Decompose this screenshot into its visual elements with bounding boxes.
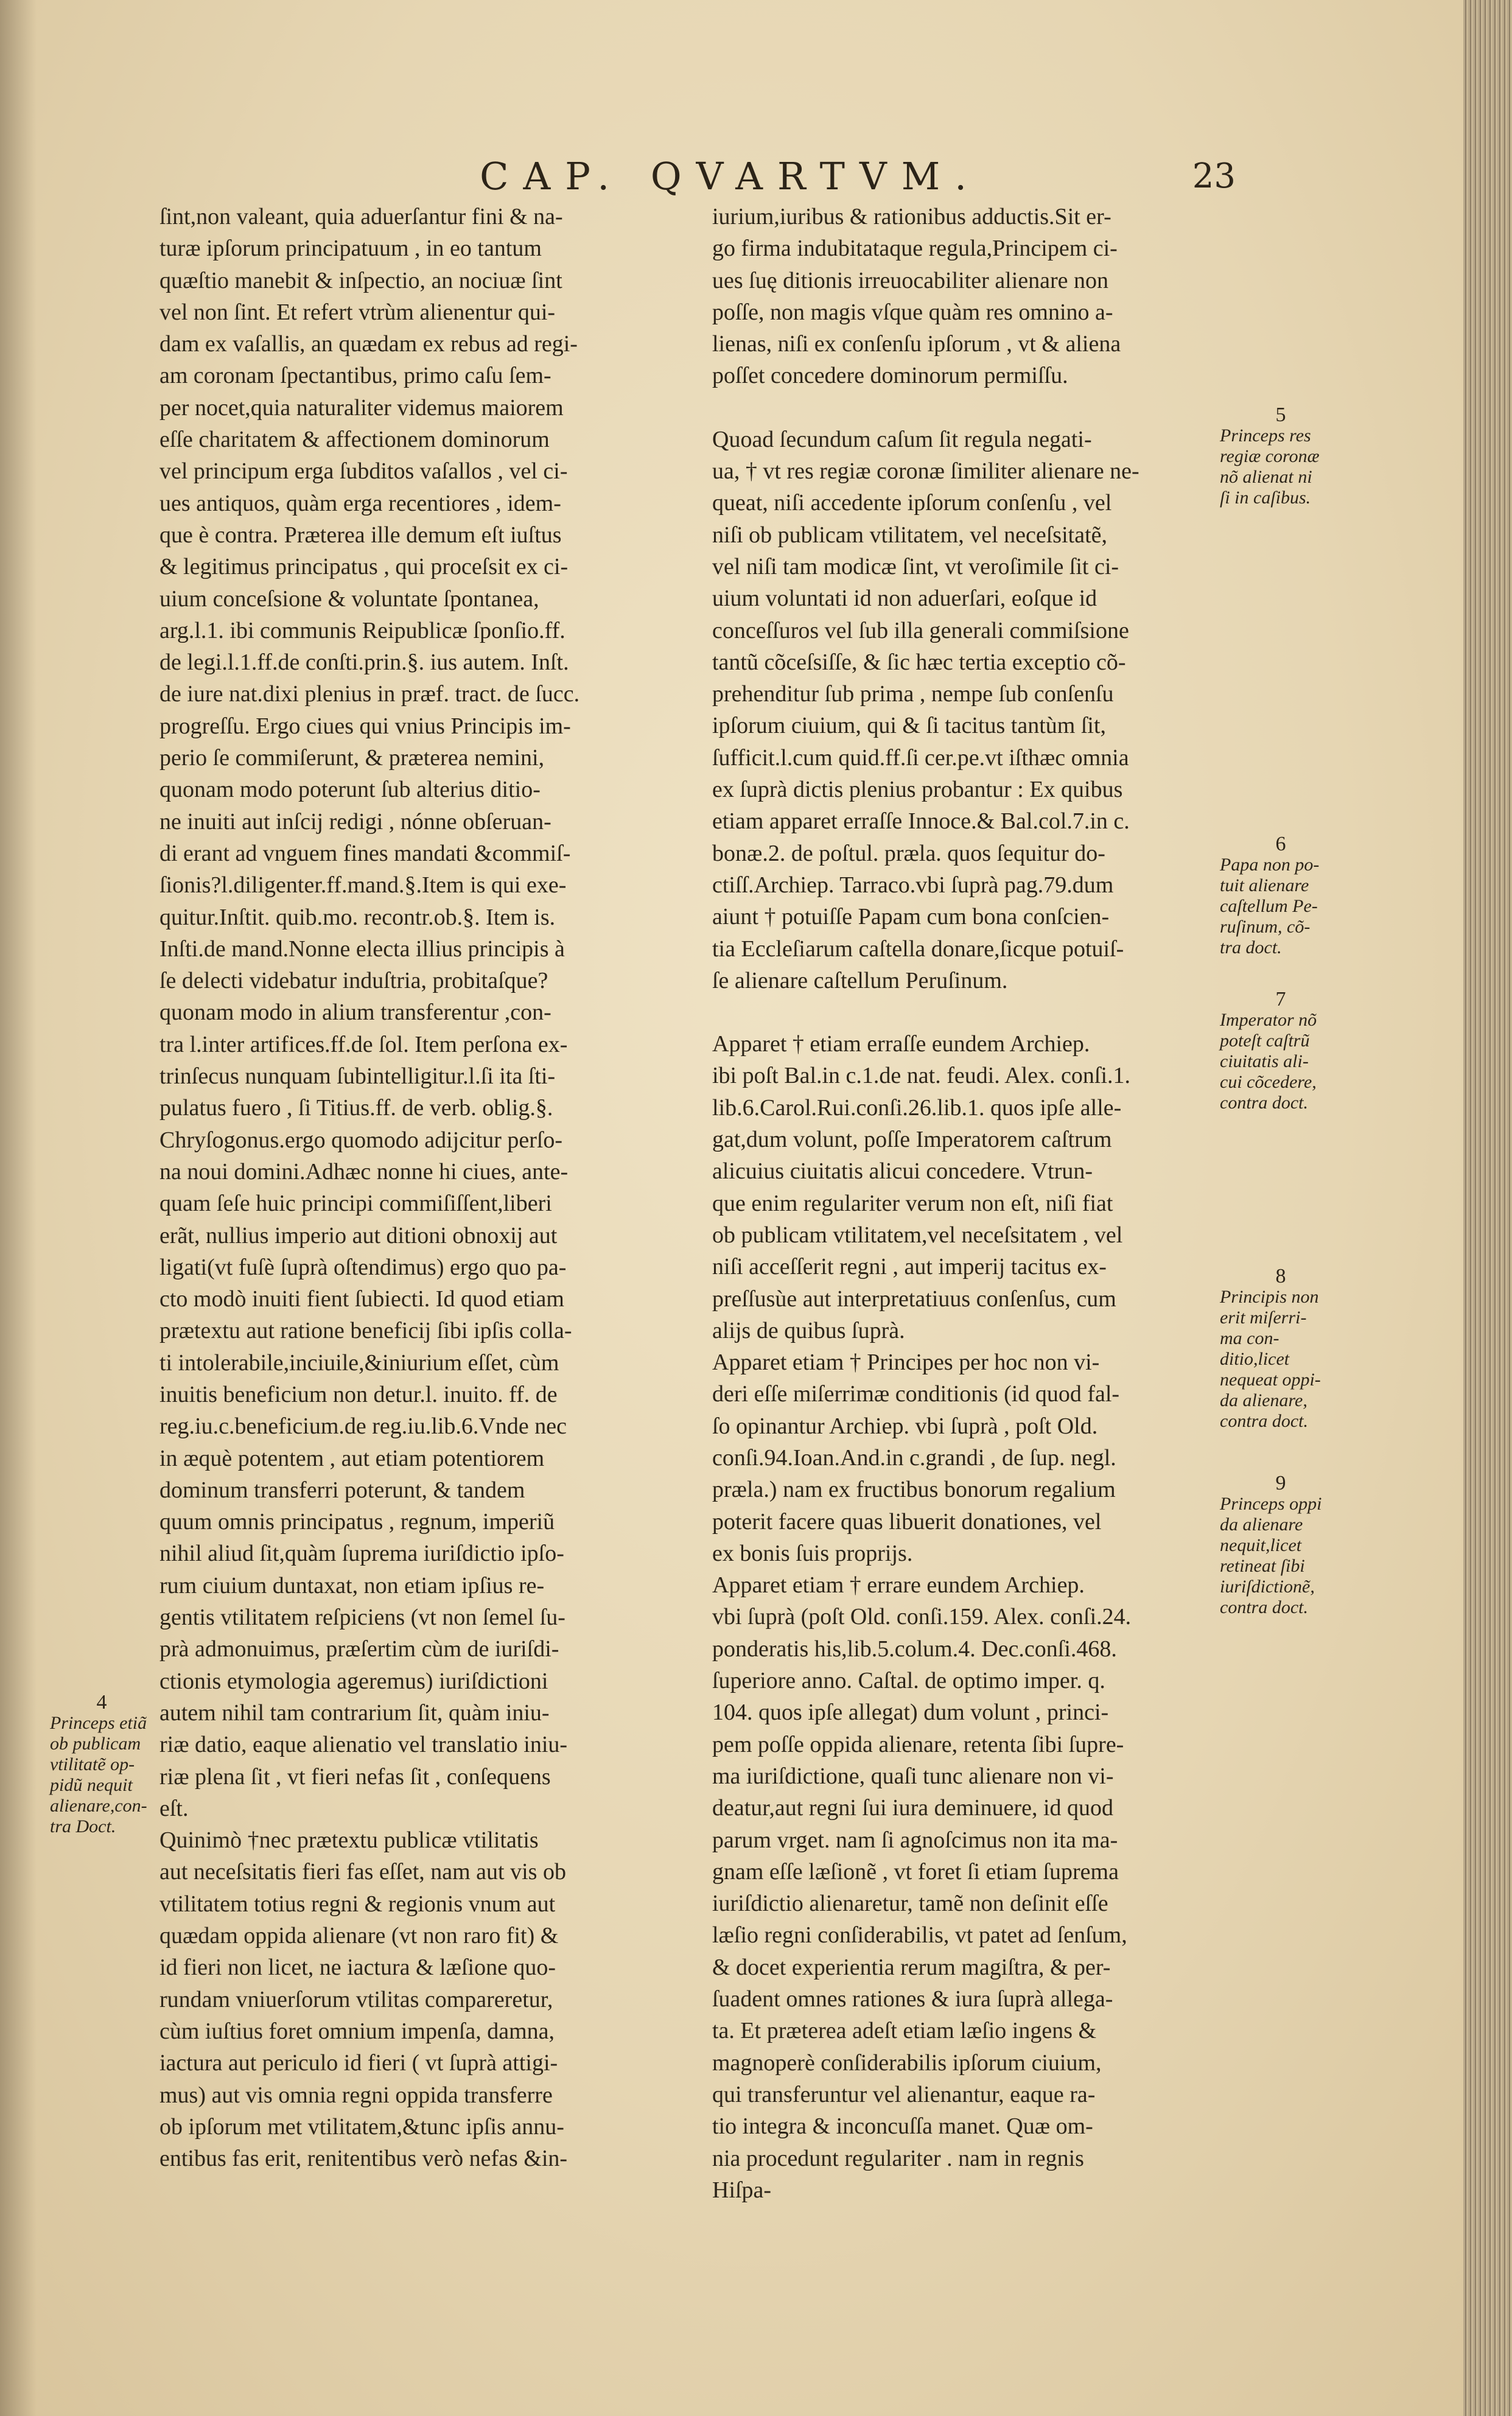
marginal-note-line: da alienare, xyxy=(1220,1390,1307,1410)
paragraph-gap xyxy=(712,996,1230,1028)
text-line: Quinimò †nec prætextu publicæ vtilitatis xyxy=(159,1827,539,1854)
marginal-note-line: Princeps etiã xyxy=(50,1713,147,1733)
marginal-note-line: vtilitatẽ op- xyxy=(50,1754,135,1774)
text-line: poſſe, non magis vſque quàm res omnino a- xyxy=(712,299,1113,325)
marginal-note-number: 8 xyxy=(1275,1265,1286,1287)
text-line: præla.) nam ex fructibus bonorum regalium xyxy=(712,1477,1116,1503)
text-line: riæ datio, eaque alienatio vel translatio iniu- xyxy=(159,1732,568,1758)
marginal-note-9 xyxy=(1220,1473,1342,1618)
text-line: ob ipſorum met vtilitatem,&tunc ipſis annu- xyxy=(159,2113,564,2140)
text-line: bonæ.2. de poſtul. præla. quos ſequitur do- xyxy=(712,840,1105,866)
text-line: turæ ipſorum principatuum , in eo tantum xyxy=(159,236,542,262)
text-line: prehenditur ſub prima , nempe ſub conſenſu xyxy=(712,681,1114,707)
text-line: dam ex vaſallis, an quædam ex rebus ad regi- xyxy=(159,331,578,357)
marginal-note-number: 5 xyxy=(1275,404,1286,426)
marginal-note-line: pidũ nequit xyxy=(50,1775,133,1795)
text-line: tra l.inter artifices.ff.de ſol. Item perſona ex- xyxy=(159,1031,568,1057)
text-line: ne inuiti aut inſcij redigi , nónne obſeruan- xyxy=(159,808,551,835)
text-line: iuriſdictio alienaretur, tamẽ non deſinit eſſe xyxy=(712,1891,1108,1917)
marginal-note-line: poteſt caſtrũ xyxy=(1220,1031,1310,1051)
text-line: ex bonis ſuis proprijs. xyxy=(712,1540,913,1566)
text-line: Chryſogonus.ergo quomodo adijcitur perſo- xyxy=(159,1127,563,1153)
marginal-note-5 xyxy=(1220,405,1342,508)
text-line: vel niſi tam modicæ ſint, vt veroſimile ſit ci- xyxy=(712,553,1119,579)
text-line: erãt, nullius imperio aut ditioni obnoxij aut xyxy=(159,1222,558,1248)
text-line: entibus fas erit, renitentibus verò nefas &in- xyxy=(159,2146,568,2172)
text-line: gat,dum volunt, poſſe Imperatorem caſtrum xyxy=(712,1127,1112,1153)
marginal-note-line: Princeps res xyxy=(1220,425,1311,446)
text-line: inuitis beneficium non detur.l. inuito. ff. de xyxy=(159,1381,558,1407)
running-title: CAP. QVARTVM. xyxy=(480,154,981,198)
text-line: ta. Et præterea adeſt etiam læſio ingens & xyxy=(712,2018,1097,2044)
marginal-note-number: 9 xyxy=(1275,1472,1286,1494)
marginal-note-number: 7 xyxy=(1275,988,1286,1010)
text-line: gnam eſſe læſionẽ , vt foret ſi etiam ſuprema xyxy=(712,1858,1119,1885)
text-line: ues ſuę ditionis irreuocabiliter alienare non xyxy=(712,267,1109,293)
text-line: arg.l.1. ibi communis Reipublicæ ſponſio.ff. xyxy=(159,617,565,643)
text-line: ctionis etymologia ageremus) iuriſdictioni xyxy=(159,1668,548,1694)
text-line: que enim regulariter verum non eſt, niſi fiat xyxy=(712,1190,1113,1216)
text-line: lib.6.Carol.Rui.conſi.26.lib.1. quos ipſe alle- xyxy=(712,1094,1122,1121)
text-line: poterit facere quas libuerit donationes, vel xyxy=(712,1508,1102,1535)
text-line: alicuius ciuitatis alicui concedere. Vtrun- xyxy=(712,1158,1093,1185)
paragraph-gap xyxy=(712,392,1230,424)
marginal-note-line: da alienare xyxy=(1220,1514,1303,1535)
text-line: iactura aut periculo id fieri ( vt ſuprà attigi- xyxy=(159,2050,558,2076)
text-line: vel non ſint. Et refert vtrùm alienentur qui- xyxy=(159,299,556,325)
text-line: quum omnis principatus , regnum, imperiũ xyxy=(159,1509,555,1535)
text-line: pem poſſe oppida alienare, retenta ſibi ſupre- xyxy=(712,1731,1124,1757)
marginal-note-line: contra doct. xyxy=(1220,1093,1308,1113)
marginal-note-line: contra doct. xyxy=(1220,1597,1308,1617)
page-fore-edge xyxy=(1463,0,1512,2416)
marginal-note-4 xyxy=(50,1692,153,1837)
text-line: quam ſeſe huic principi commiſiſſent,liberi xyxy=(159,1191,552,1217)
text-line: deri eſſe miſerrimæ conditionis (id quod fal- xyxy=(712,1381,1120,1407)
text-line: preſſusùe aut interpretatiuus conſenſus, cum xyxy=(712,1286,1116,1312)
text-line: am coronam ſpectantibus, primo caſu ſem- xyxy=(159,363,551,389)
marginal-note-line: iuriſdictionẽ, xyxy=(1220,1577,1315,1597)
text-line: parum vrget. nam ſi agnoſcimus non ita ma- xyxy=(712,1827,1118,1853)
text-line: tantũ cõceſsiſſe, & ſic hæc tertia exceptio cõ- xyxy=(712,649,1126,675)
text-line: ſint,non valeant, quia aduerſantur fini & na- xyxy=(159,204,563,229)
marginal-note-line: tuit alienare xyxy=(1220,875,1309,895)
marginal-note-number: 6 xyxy=(1275,833,1286,855)
text-line: quitur.Inſtit. quib.mo. recontr.ob.§. Item is. xyxy=(159,904,556,930)
text-line: niſi acceſſerit regni , aut imperij tacitus ex- xyxy=(712,1254,1107,1280)
text-line: eſſe charitatem & affectionem dominorum xyxy=(159,427,550,453)
text-line: aut neceſsitatis fieri fas eſſet, nam aut vis ob xyxy=(159,1859,566,1885)
marginal-note-line: nequit,licet xyxy=(1220,1535,1302,1555)
marginal-note-line: Princeps oppi xyxy=(1220,1494,1322,1514)
marginal-note-number: 4 xyxy=(96,1691,107,1714)
text-line: lienas, niſi ex conſenſu ipſorum , vt & aliena xyxy=(712,331,1121,357)
text-line: trinſecus nunquam ſubintelligitur.l.ſi ita ſti- xyxy=(159,1063,556,1090)
text-line: dominum transferri poterunt, & tandem xyxy=(159,1477,525,1503)
marginal-note-line: ma con- xyxy=(1220,1328,1279,1348)
text-line: ligati(vt fuſè ſuprà oſtendimus) ergo quo pa- xyxy=(159,1254,567,1280)
marginal-note-line: nõ alienat ni xyxy=(1220,467,1312,487)
text-line: eſt. xyxy=(159,1795,189,1821)
marginal-note-line: ditio,licet xyxy=(1220,1349,1290,1369)
text-line: ti intolerabile,inciuile,&iniurium eſſet, cùm xyxy=(159,1350,559,1376)
marginal-note-8 xyxy=(1220,1266,1342,1432)
text-line: Apparet † etiam erraſſe eundem Archiep. xyxy=(712,1031,1090,1057)
marginal-note-line: cui cõcedere, xyxy=(1220,1072,1317,1092)
text-line: in æquè potentem , aut etiam potentiorem xyxy=(159,1445,545,1471)
text-line: pulatus fuero , ſi Titius.ff. de verb. oblig.§. xyxy=(159,1095,553,1121)
text-line: queat, niſi accedente ipſorum conſenſu , vel xyxy=(712,490,1112,516)
text-line: tia Eccleſiarum caſtella donare,ſicque potuiſ- xyxy=(712,936,1124,962)
text-line: 104. quos ipſe allegat) dum volunt , princi- xyxy=(712,1700,1109,1726)
text-line: ſe delecti videbatur induſtria, probitaſque? xyxy=(159,968,548,994)
text-line: deatur,aut regni ſui iura deminuere, id quod xyxy=(712,1795,1114,1821)
marginal-note-line: ſi in caſibus. xyxy=(1220,488,1311,508)
text-line: di erant ad vnguem fines mandati &commiſ- xyxy=(159,840,571,866)
left-text-column xyxy=(159,201,689,2174)
text-line: mus) aut vis omnia regni oppida transferre xyxy=(159,2082,553,2108)
text-line: ſuadent omnes rationes & iura ſuprà allega- xyxy=(712,1986,1113,2012)
text-line: magnoperè conſiderabilis ipſorum ciuium, xyxy=(712,2050,1102,2076)
marginal-note-6 xyxy=(1220,834,1342,958)
text-line: de legi.l.1.ff.de conſti.prin.§. ius autem. Inſt. xyxy=(159,650,569,676)
text-line: etiam apparet erraſſe Innoce.& Bal.col.7.in c. xyxy=(712,808,1130,835)
text-line: vtilitatem totius regni & regionis vnum aut xyxy=(159,1891,556,1917)
text-line: Apparet etiam † Principes per hoc non vi- xyxy=(712,1350,1100,1376)
text-line: alijs de quibus ſuprà. xyxy=(712,1317,905,1343)
text-line: Quoad ſecundum caſum ſit regula negati- xyxy=(712,426,1092,452)
text-line: conceſſuros vel ſub illa generali commiſsione xyxy=(712,617,1129,643)
marginal-note-line: caſtellum Pe- xyxy=(1220,896,1318,916)
text-line: Hiſpa- xyxy=(712,2177,772,2203)
marginal-note-line: retineat ſibi xyxy=(1220,1556,1305,1576)
text-line: qui transferuntur vel alienantur, eaque ra- xyxy=(712,2081,1096,2107)
marginal-note-line: alienare,con- xyxy=(50,1796,147,1816)
text-line: reg.iu.c.beneficium.de reg.iu.lib.6.Vnde nec xyxy=(159,1413,567,1440)
text-line: conſi.94.Ioan.And.in c.grandi , de ſup. negl. xyxy=(712,1444,1116,1471)
marginal-note-line: erit miſerri- xyxy=(1220,1308,1307,1328)
text-line: uium conceſsione & voluntate ſpontanea, xyxy=(159,586,539,612)
marginal-note-line: regiæ coronæ xyxy=(1220,446,1320,466)
text-line: ex ſuprà dictis plenius probantur : Ex quibus xyxy=(712,777,1123,803)
marginal-note-line: ruſinum, cõ- xyxy=(1220,917,1311,937)
text-line: iurium,iuribus & rationibus adductis.Sit er- xyxy=(712,204,1111,229)
text-line: Inſti.de mand.Nonne electa illius principis à xyxy=(159,936,565,962)
text-line: de iure nat.dixi plenius in præf. tract. de ſucc. xyxy=(159,681,580,707)
text-line: quonam modo in alium transferentur ,con- xyxy=(159,1000,551,1026)
marginal-note-line: nequeat oppi- xyxy=(1220,1370,1321,1390)
text-line: autem nihil tam contrarium ſit, quàm iniu- xyxy=(159,1700,550,1726)
text-line: que è contra. Præterea ille demum eſt iuſtus xyxy=(159,522,562,548)
marginal-note-line: tra Doct. xyxy=(50,1816,116,1837)
right-text-column xyxy=(712,201,1230,2206)
text-line: ues antiquos, quàm erga recentiores , idem- xyxy=(159,490,561,516)
text-line: ponderatis his,lib.5.colum.4. Dec.conſi.468. xyxy=(712,1636,1117,1662)
text-line: perio ſe commiſerunt, & præterea nemini, xyxy=(159,745,545,771)
text-line: læſio regni conſiderabilis, vt patet ad ſenſum, xyxy=(712,1922,1127,1949)
text-line: Apparet etiam † errare eundem Archiep. xyxy=(712,1572,1085,1598)
text-line: uium voluntati id non aduerſari, eoſque id xyxy=(712,586,1097,612)
text-line: & docet experientia rerum magiſtra, & per- xyxy=(712,1954,1111,1980)
text-line: ſionis?l.diligenter.ff.mand.§.Item is qui exe- xyxy=(159,872,567,898)
text-line: na noui domini.Adhæc nonne hi ciues, ante- xyxy=(159,1158,569,1185)
text-line: ob publicam vtilitatem,vel neceſsitatem , vel xyxy=(712,1222,1123,1248)
text-line: rum ciuium duntaxat, non etiam ipſius re- xyxy=(159,1572,545,1598)
marginal-note-line: Papa non po- xyxy=(1220,855,1320,875)
text-line: quonam modo poterunt ſub alterius ditio- xyxy=(159,777,541,803)
marginal-note-line: ob publicam xyxy=(50,1734,141,1754)
text-line: & legitimus principatus , qui proceſsit ex ci- xyxy=(159,554,569,580)
text-line: tio integra & inconcuſſa manet. Quæ om- xyxy=(712,2113,1093,2140)
text-line: vbi ſuprà (poſt Old. conſi.159. Alex. conſi.24. xyxy=(712,1604,1132,1630)
text-line: gentis vtilitatem reſpiciens (vt non ſemel ſu- xyxy=(159,1605,565,1631)
text-line: nia procedunt regulariter . nam in regnis xyxy=(712,2145,1084,2171)
marginal-note-line: contra doct. xyxy=(1220,1411,1308,1431)
text-line: vel principum erga ſubditos vaſallos , vel ci- xyxy=(159,458,568,485)
text-line: ſe alienare caſtellum Peruſinum. xyxy=(712,967,1008,993)
marginal-note-line: tra doct. xyxy=(1220,937,1282,958)
text-line: progreſſu. Ergo ciues qui vnius Principis im- xyxy=(159,713,571,739)
text-line: ſufficit.l.cum quid.ff.ſi cer.pe.vt iſthæc omnia xyxy=(712,744,1129,771)
text-line: cto modò inuiti fient ſubiecti. Id quod etiam xyxy=(159,1286,564,1312)
marginal-note-line: Imperator nõ xyxy=(1220,1010,1317,1030)
marginal-note-line: Principis non xyxy=(1220,1287,1319,1307)
text-line: poſſet concedere dominorum permiſſu. xyxy=(712,363,1068,389)
text-line: ſo opinantur Archiep. vbi ſuprà , poſt Old. xyxy=(712,1413,1098,1439)
text-line: ibi poſt Bal.in c.1.de nat. feudi. Alex. conſi.1. xyxy=(712,1063,1131,1089)
text-line: prà admonuimus, præſertim cùm de iuriſdi- xyxy=(159,1636,559,1662)
text-line: ma iuriſdictione, quaſi tunc alienare non vi- xyxy=(712,1763,1114,1789)
text-line: nihil aliud ſit,quàm ſuprema iuriſdictio ipſo- xyxy=(159,1541,564,1567)
text-line: ſuperiore anno. Caſtal. de optimo imper. q. xyxy=(712,1668,1105,1694)
text-line: prætextu aut ratione beneficij ſibi ipſis colla- xyxy=(159,1318,572,1344)
text-line: niſi ob publicam vtilitatem, vel neceſsitatẽ, xyxy=(712,522,1107,548)
text-line: id fieri non licet, ne iactura & læſione quo- xyxy=(159,1955,556,1981)
marginal-note-7 xyxy=(1220,989,1342,1113)
text-line: aiunt † potuiſſe Papam cum bona conſcien- xyxy=(712,904,1110,930)
text-line: quædam oppida alienare (vt non raro fit) & xyxy=(159,1923,559,1949)
text-line: quæſtio manebit & inſpectio, an nociuæ ſint xyxy=(159,267,562,293)
text-line: ctiſſ.Archiep. Tarraco.vbi ſuprà pag.79.dum xyxy=(712,872,1114,898)
text-line: riæ plena ſit , vt fieri nefas ſit , conſequens xyxy=(159,1763,551,1790)
text-line: rundam vniuerſorum vtilitas compareretur, xyxy=(159,1986,553,2012)
page-number: 23 xyxy=(1192,156,1236,196)
marginal-note-line: ciuitatis ali- xyxy=(1220,1051,1309,1071)
text-line: go firma indubitataque regula,Principem ci- xyxy=(712,236,1118,262)
text-line: per nocet,quia naturaliter videmus maiorem xyxy=(159,394,564,421)
spine-shadow xyxy=(0,0,37,2416)
text-line: cùm iuſtius foret omnium impenſa, damna, xyxy=(159,2018,555,2044)
text-line: ua, † vt res regiæ coronæ ſimiliter alienare ne- xyxy=(712,458,1139,485)
text-line: ipſorum ciuium, qui & ſi tacitus tantùm ſit, xyxy=(712,713,1107,739)
